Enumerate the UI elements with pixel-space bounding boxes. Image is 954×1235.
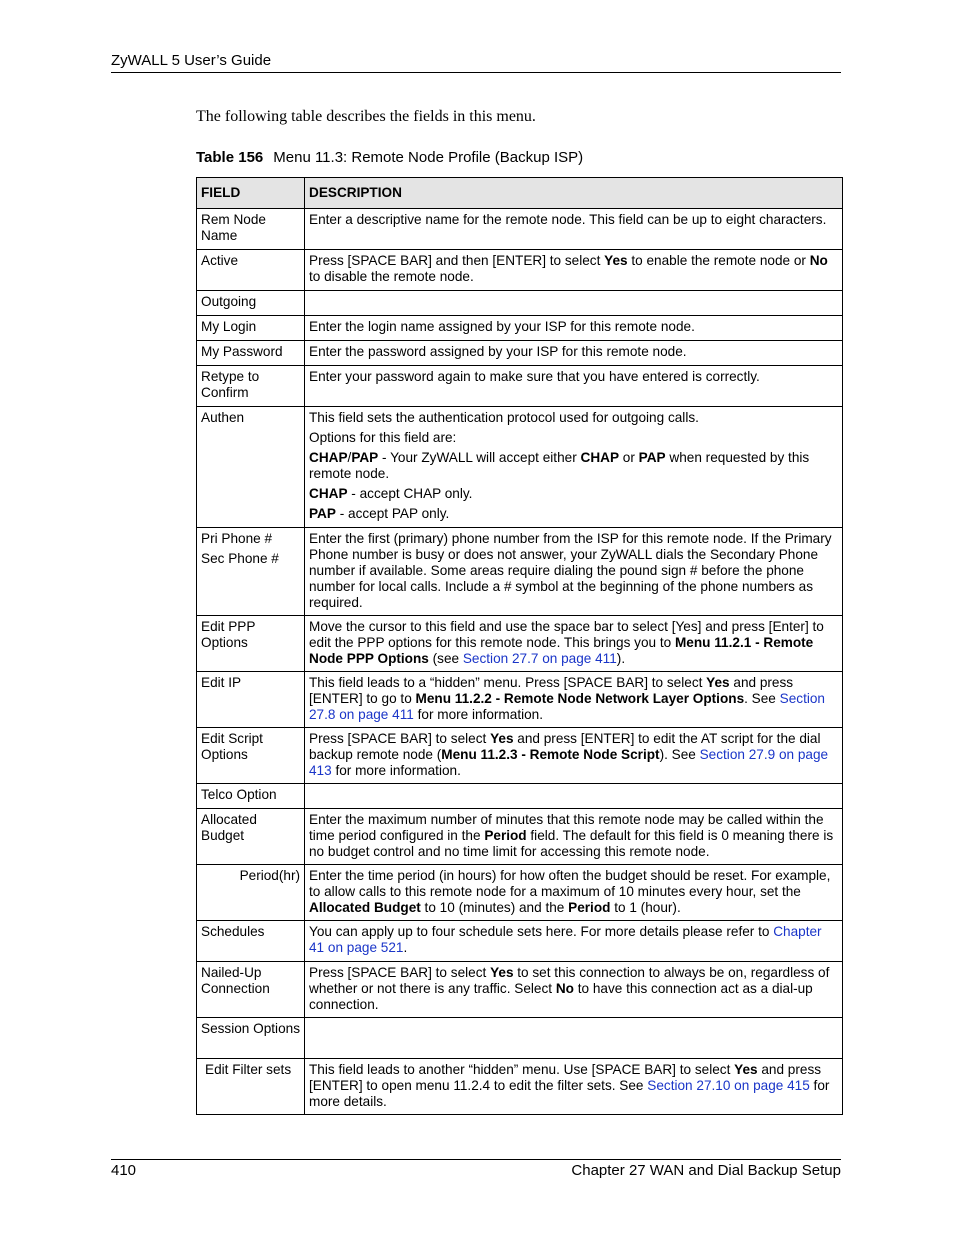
table-row	[197, 1018, 843, 1059]
header-divider	[111, 72, 841, 73]
field-description: Enter the maximum number of minutes that this remote node may be called within the time period configured in the Period field. The default for this field is 0 meaning there is no budget control and no time limit for accessing this remote node.	[305, 809, 843, 865]
header-description: DESCRIPTION	[305, 178, 843, 209]
table-row	[197, 809, 843, 865]
field-name: Period(hr)	[197, 865, 305, 921]
table-caption-label: Table 156	[196, 149, 264, 166]
table-row	[197, 341, 843, 366]
field-description: Enter the first (primary) phone number from the ISP for this remote node. If the Primary Phone number is busy or does not answer, your ZyWALL dials the Secondary Phone number if available. Some areas require dialing the pound sign # before the phone number for local calls. Include a # symbol at the beginning of the phone numbers as required.	[305, 528, 843, 616]
field-name: Session Options	[197, 1018, 305, 1059]
table-row	[197, 407, 843, 528]
field-name: Rem Node Name	[197, 209, 305, 250]
field-name: My Login	[197, 316, 305, 341]
field-name: Schedules	[197, 921, 305, 962]
table-row	[197, 1059, 843, 1115]
field-name: Authen	[197, 407, 305, 528]
field-description: This field sets the authentication protocol used for outgoing calls. Options for this field are: CHAP/PAP - Your ZyWALL will accept either CHAP or PAP when requested by this remote node. CHAP - accept CHAP only. PAP - accept PAP only.	[305, 407, 843, 528]
field-description	[305, 291, 843, 316]
running-header-title: ZyWALL 5 User’s Guide	[111, 52, 272, 69]
field-description: Enter a descriptive name for the remote node. This field can be up to eight characters.	[305, 209, 843, 250]
section-link[interactable]: Section 27.7 on page 411	[462, 651, 617, 666]
field-name: Allocated Budget	[197, 809, 305, 865]
table-row	[197, 209, 843, 250]
field-description	[305, 784, 843, 809]
field-description: Enter the password assigned by your ISP for this remote node.	[305, 341, 843, 366]
field-name: Nailed-Up Connection	[197, 962, 305, 1018]
field-name: My Password	[197, 341, 305, 366]
table-caption	[196, 149, 583, 166]
table-row	[197, 672, 843, 728]
field-name: Pri Phone # Sec Phone #	[197, 528, 305, 616]
table-row	[197, 291, 843, 316]
chapter-title: Chapter 27 WAN and Dial Backup Setup	[571, 1162, 841, 1179]
field-description: Move the cursor to this field and use the space bar to select [Yes] and press [Enter] to edit the PPP options for this remote node. This brings you to Menu 11.2.1 - Remote Node PPP Options (see Section 27.7 on page 411).	[305, 616, 843, 672]
table-caption-text: Menu 11.3: Remote Node Profile (Backup ISP)	[273, 149, 584, 166]
header-field: FIELD	[197, 178, 305, 209]
field-description	[305, 1018, 843, 1059]
field-description: Enter your password again to make sure that you have entered is correctly.	[305, 366, 843, 407]
chapter-link[interactable]: Chapter 41 on page 521	[309, 924, 822, 955]
field-description: Enter the time period (in hours) for how often the budget should be reset. For example, to allow calls to this remote node for a maximum of 10 minutes every hour, set the Allocated Budget to 10 (minutes) and the Period to 1 (hour).	[305, 865, 843, 921]
field-description: Press [SPACE BAR] to select Yes to set this connection to always be on, regardless of whether or not there is any traffic. Select No to have this connection act as a dial-up connection.	[305, 962, 843, 1018]
field-description: This field leads to a “hidden” menu. Press [SPACE BAR] to select Yes and press [ENTER] to go to Menu 11.2.2 - Remote Node Network Layer Options. See Section 27.8 on page 411 for more information.	[305, 672, 843, 728]
table-row	[197, 784, 843, 809]
field-name: Edit Script Options	[197, 728, 305, 784]
field-name: Outgoing	[197, 291, 305, 316]
table-row	[197, 366, 843, 407]
field-description-table	[196, 177, 843, 1115]
field-name: Active	[197, 250, 305, 291]
field-name: Edit IP	[197, 672, 305, 728]
field-name: Telco Option	[197, 784, 305, 809]
field-name: Edit Filter sets	[197, 1059, 305, 1115]
table-row	[197, 316, 843, 341]
section-link[interactable]: Section 27.8 on page 411	[309, 691, 825, 722]
field-description: This field leads to another “hidden” menu. Use [SPACE BAR] to select Yes and press [ENTER] to open menu 11.2.4 to edit the filter sets. See Section 27.10 on page 415 for more details.	[305, 1059, 843, 1115]
section-link[interactable]: Section 27.9 on page 413	[309, 747, 829, 778]
table-row	[197, 250, 843, 291]
field-description: Press [SPACE BAR] to select Yes and press [ENTER] to edit the AT script for the dial backup remote node (Menu 11.2.3 - Remote Node Script). See Section 27.9 on page 413 for more information.	[305, 728, 843, 784]
field-name: Edit PPP Options	[197, 616, 305, 672]
table-header-row	[197, 178, 843, 209]
table-row	[197, 962, 843, 1018]
footer-divider	[111, 1159, 841, 1160]
section-link[interactable]: Section 27.10 on page 415	[647, 1078, 810, 1093]
field-name: Retype to Confirm	[197, 366, 305, 407]
field-description: Press [SPACE BAR] and then [ENTER] to select Yes to enable the remote node or No to disable the remote node.	[305, 250, 843, 291]
field-description: Enter the login name assigned by your ISP for this remote node.	[305, 316, 843, 341]
table-row	[197, 528, 843, 616]
table-row	[197, 616, 843, 672]
table-row	[197, 865, 843, 921]
intro-paragraph: The following table describes the fields in this menu.	[196, 108, 536, 125]
table-row	[197, 728, 843, 784]
table-row	[197, 921, 843, 962]
field-description: You can apply up to four schedule sets here. For more details please refer to Chapter 41 on page 521.	[305, 921, 843, 962]
page-number: 410	[111, 1162, 137, 1179]
